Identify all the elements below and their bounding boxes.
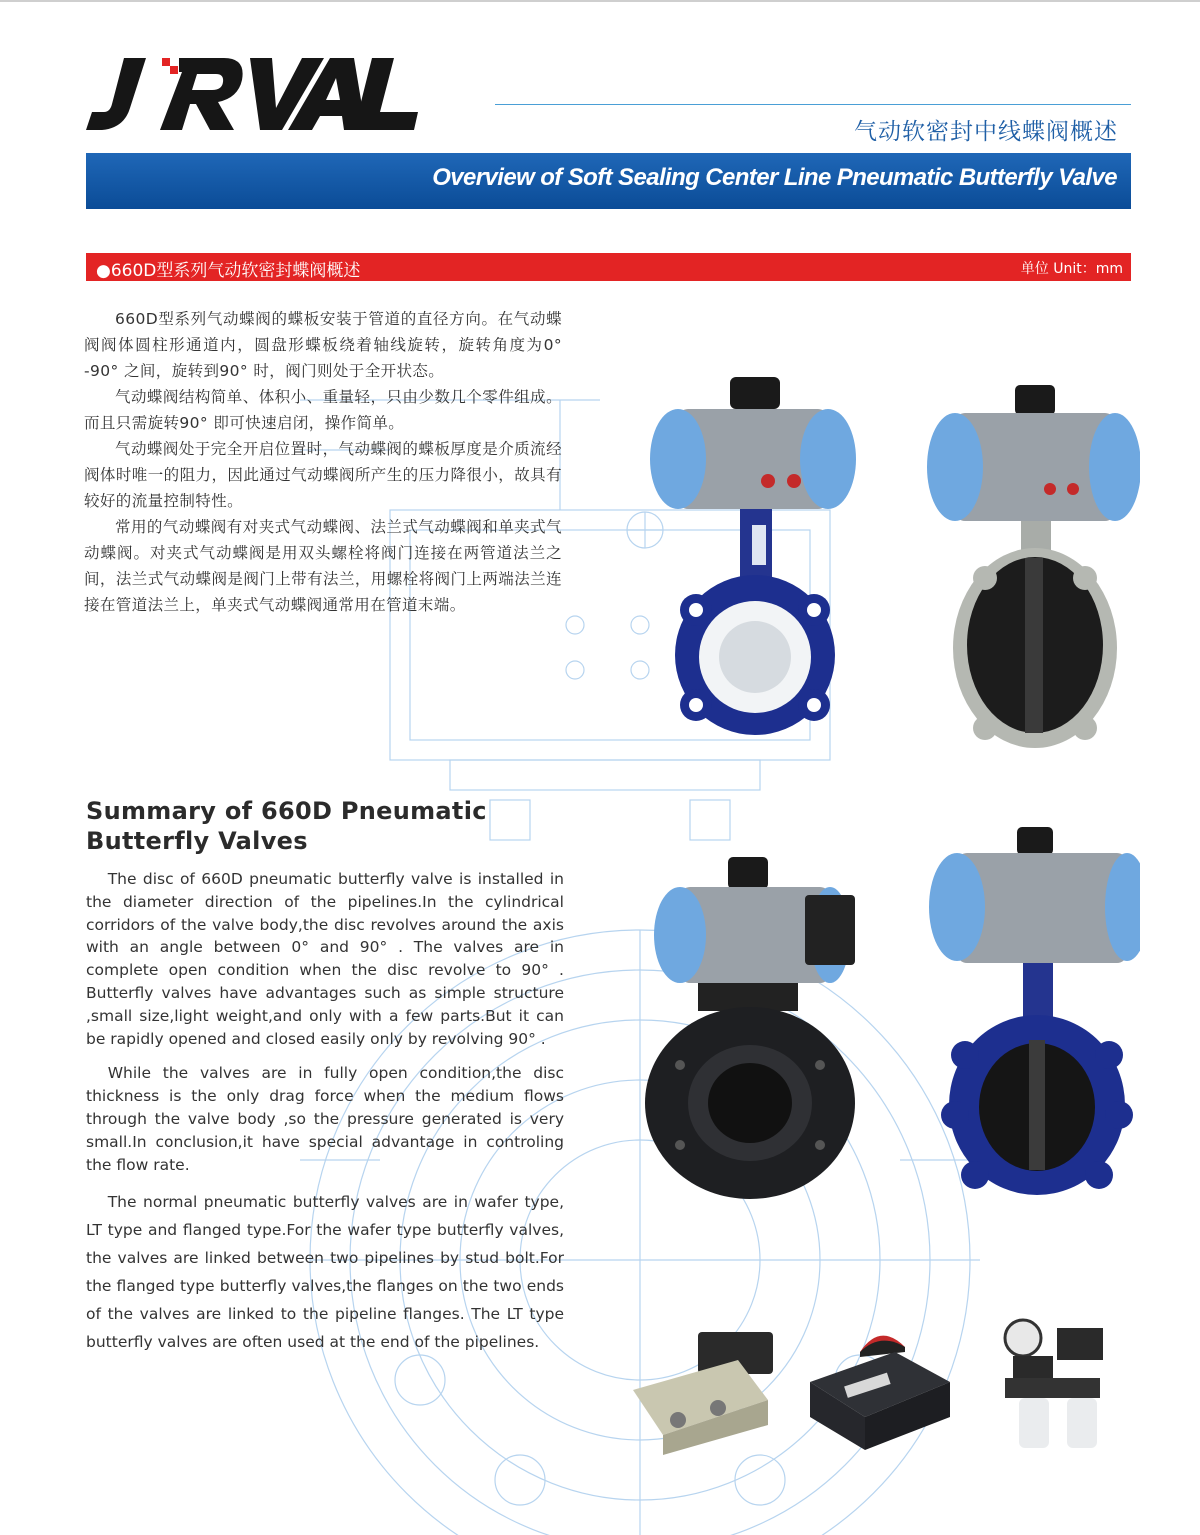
- english-title: Overview of Soft Sealing Center Line Pneumatic Butterfly Valve: [432, 164, 1117, 191]
- chinese-description: [84, 306, 562, 618]
- header-rule: [495, 104, 1131, 105]
- cn-paragraph: 660D型系列气动蝶阀的蝶板安装于管道的直径方向。在气动蝶阀阀体圆柱形通道内，圆盘形蝶板绕着轴线旋转，旋转角度为0° -90° 之间，旋转到90° 时，阀门则处于全开状态。: [84, 310, 562, 380]
- unit-label: 单位 Unit：mm: [1020, 261, 1123, 277]
- brand-logo: [84, 50, 424, 140]
- section-title: ●660D型系列气动软密封蝶阀概述: [96, 261, 361, 281]
- logo-text: JRVAL: [84, 50, 87, 51]
- en-paragraph: The disc of 660D pneumatic butterfly valve is installed in the diameter direction of the pipelines.In the cylindrical corridors of the valve body,the disc revolves around the axis with an angle between 0° and 90° . The valves are in complete open condition when the disc revolve to 90° . Butterfly valves have advantages such as simple structure ,small size,light weight,and only with a few parts.But it can be rapidly opened and closed easily only by revolving 90° .: [86, 870, 564, 1048]
- cn-paragraph: 气动蝶阀结构简单、体积小、重量轻，只由少数几个零件组成。而且只需旋转90° 即可快速启闭，操作简单。: [84, 388, 562, 432]
- english-description: [86, 868, 564, 1368]
- en-paragraph: The normal pneumatic butterfly valves are in wafer type, LT type and flanged type.For the wafer type butterfly valves, the valves are linked between two pipelines by stud bolt.For the flanged type butterfly valves,the flanges on the two ends of the valves are linked to the pipeline flanges. The LT type butterfly valves are often used at the end of the pipelines.: [86, 1193, 564, 1352]
- lug-valve-image: [925, 825, 1140, 1200]
- filter-regulator-image: [995, 1318, 1125, 1458]
- en-paragraph: While the valves are in fully open condition,the disc thickness is the only drag force when the medium flows through the valve body ,so the pressure generated is very small.In conclusion,it have special advantage in controling the flow rate.: [86, 1064, 564, 1174]
- english-heading: Summary of 660D Pneumatic Butterfly Valves: [86, 797, 487, 855]
- stainless-wafer-valve-image: [925, 383, 1140, 753]
- flanged-valve-image: [640, 855, 875, 1205]
- top-rule: [0, 0, 1200, 2]
- cn-paragraph: 常用的气动蝶阀有对夹式气动蝶阀、法兰式气动蝶阀和单夹式气动蝶阀。对夹式气动蝶阀是用双头螺栓将阀门连接在两管道法兰之间，法兰式气动蝶阀是阀门上带有法兰，用螺栓将阀门上两端法兰连接在管道法兰上，单夹式气动蝶阀通常用在管道末端。: [84, 518, 562, 614]
- solenoid-valve-image: [628, 1330, 778, 1455]
- title-banner: [86, 153, 1131, 209]
- cn-paragraph: 气动蝶阀处于完全开启位置时，气动蝶阀的蝶板厚度是介质流经阀体时唯一的阻力，因此通过气动蝶阀所产生的压力降很小，故具有较好的流量控制特性。: [84, 440, 562, 510]
- limit-switch-box-image: [805, 1322, 955, 1452]
- chinese-title: 气动软密封中线蝶阀概述: [854, 119, 1118, 145]
- section-bar: [86, 253, 1131, 281]
- wafer-valve-image: [648, 375, 863, 765]
